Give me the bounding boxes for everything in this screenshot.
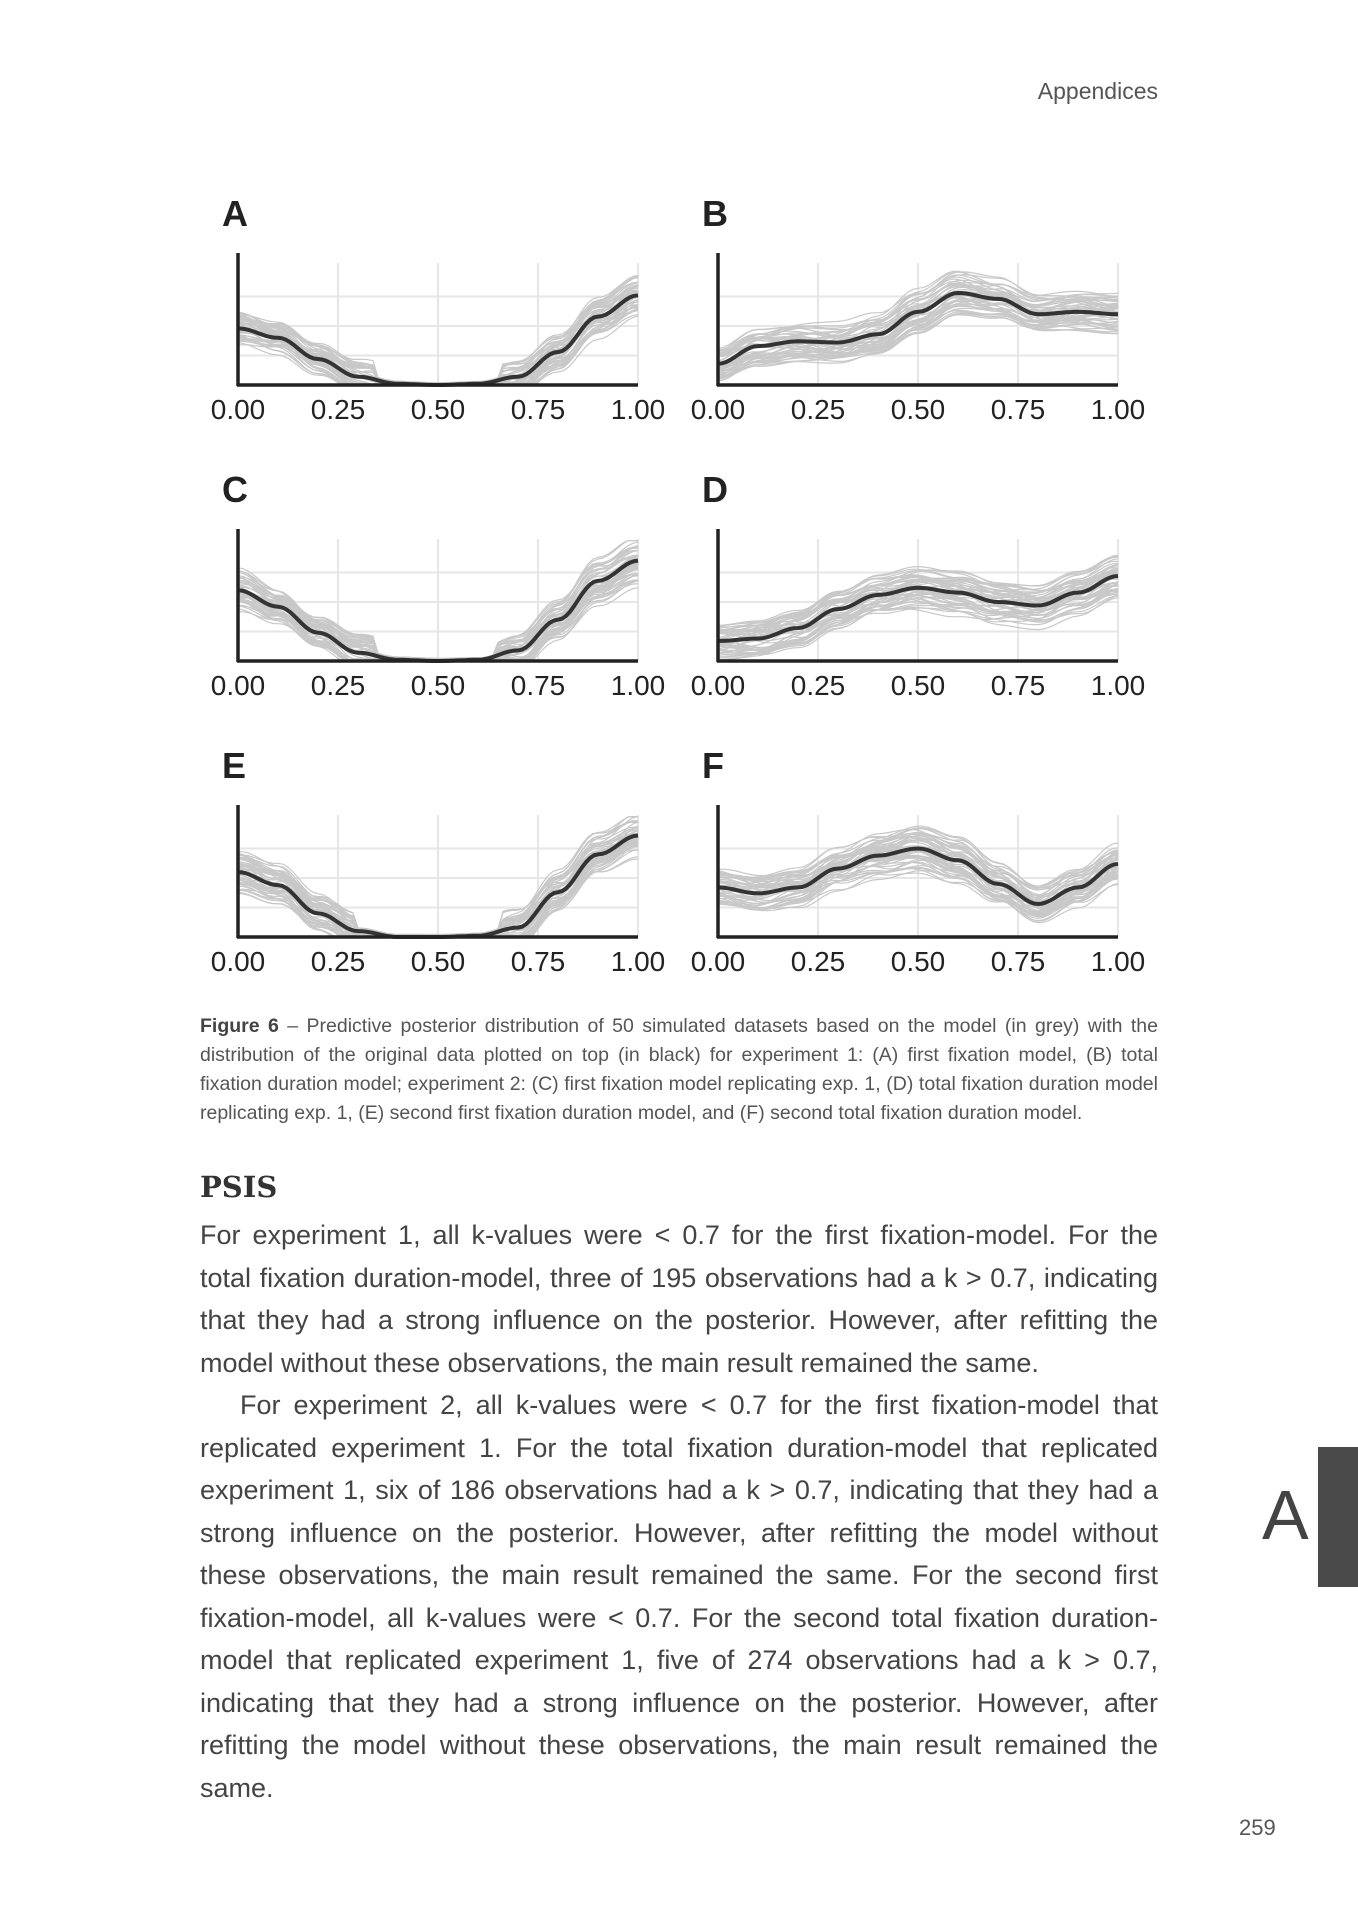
- panel-e: [190, 737, 670, 1012]
- chart-d: [670, 461, 1150, 701]
- panel-letter: F: [702, 745, 724, 786]
- figure-caption: [200, 1012, 1158, 1128]
- x-tick-label: 1.00: [1090, 946, 1146, 977]
- thumb-tab-letter: A: [1262, 1476, 1309, 1554]
- panel-f: [670, 737, 1150, 1012]
- x-tick-label: 0.00: [210, 394, 266, 425]
- x-tick-label: 0.25: [790, 394, 846, 425]
- x-tick-label: 1.00: [1090, 670, 1146, 701]
- figure-6: [190, 185, 1170, 995]
- section-heading: PSIS: [200, 1170, 278, 1204]
- x-tick-label: 1.00: [610, 946, 666, 977]
- x-tick-label: 1.00: [610, 394, 666, 425]
- x-tick-label: 0.25: [310, 670, 366, 701]
- chart-b: [670, 185, 1150, 425]
- x-tick-label: 0.75: [510, 670, 566, 701]
- x-tick-label: 0.75: [990, 946, 1046, 977]
- x-tick-label: 0.75: [510, 946, 566, 977]
- page-number: 259: [1239, 1815, 1276, 1840]
- x-tick-label: 0.25: [790, 670, 846, 701]
- x-tick-label: 0.25: [790, 946, 846, 977]
- paragraph: For experiment 2, all k-values were < 0.7 for the first fixation-model that replicated experiment 1. For the total fixation duration-model that replicated experiment 1, six of 186 observations had a k > 0.7, indicating that they had a strong influence on the posterior. However, after refitting the model without these observations, the main result remained the same. For the second first fixation-model, all k-values were < 0.7. For the second total fixation duration-model that replicated experiment 1, five of 274 observations had a k > 0.7, indicating that they had a strong influence on the posterior. However, after refitting the model without these observations, the main result remained the same.: [200, 1390, 1158, 1803]
- thumb-tab: [1318, 1447, 1358, 1587]
- chart-e: [190, 737, 670, 977]
- panel-letter: D: [702, 469, 728, 510]
- panel-letter: C: [222, 469, 248, 510]
- x-tick-label: 0.00: [210, 946, 266, 977]
- panel-letter: B: [702, 193, 728, 234]
- x-tick-label: 0.50: [410, 670, 466, 701]
- x-tick-label: 0.75: [990, 394, 1046, 425]
- x-tick-label: 0.00: [690, 946, 746, 977]
- panel-letter: E: [222, 745, 247, 786]
- x-tick-label: 0.00: [210, 670, 266, 701]
- panel-letter: A: [222, 193, 248, 234]
- panel-b: [670, 185, 1150, 460]
- caption-text: – Predictive posterior distribution of 50 simulated datasets based on the model (in grey) with the distribution of the original data plotted on top (in black) for experiment 1: (A) first fixation model, (B) total fixation duration model; experiment 2: (C) first fixation model replicating exp. 1, (D) total fixation duration model replicating exp. 1, (E) second first fixation duration model, and (F) second total fixation duration model.: [200, 1015, 1158, 1124]
- x-tick-label: 0.00: [690, 670, 746, 701]
- chart-a: [190, 185, 670, 425]
- x-tick-label: 1.00: [1090, 394, 1146, 425]
- x-tick-label: 0.50: [410, 394, 466, 425]
- chart-c: [190, 461, 670, 701]
- x-tick-label: 0.50: [890, 946, 946, 977]
- chart-f: [670, 737, 1150, 977]
- panel-c: [190, 461, 670, 736]
- x-tick-label: 0.50: [890, 394, 946, 425]
- x-tick-label: 0.75: [990, 670, 1046, 701]
- x-tick-label: 0.25: [310, 946, 366, 977]
- x-tick-label: 0.50: [410, 946, 466, 977]
- section-body: [200, 1214, 1158, 1809]
- x-tick-label: 1.00: [610, 670, 666, 701]
- x-tick-label: 0.75: [510, 394, 566, 425]
- panel-a: [190, 185, 670, 460]
- x-tick-label: 0.00: [690, 394, 746, 425]
- x-tick-label: 0.50: [890, 670, 946, 701]
- caption-label: Figure 6: [200, 1015, 279, 1037]
- running-header: Appendices: [1037, 78, 1158, 104]
- panel-d: [670, 461, 1150, 736]
- paragraph: For experiment 1, all k-values were < 0.7 for the first fixation-model. For the total fixation duration-model, three of 195 observations had a k > 0.7, indicating that they had a strong influence on the posterior. However, after refitting the model without these observations, the main result remained the same.: [200, 1220, 1158, 1378]
- x-tick-label: 0.25: [310, 394, 366, 425]
